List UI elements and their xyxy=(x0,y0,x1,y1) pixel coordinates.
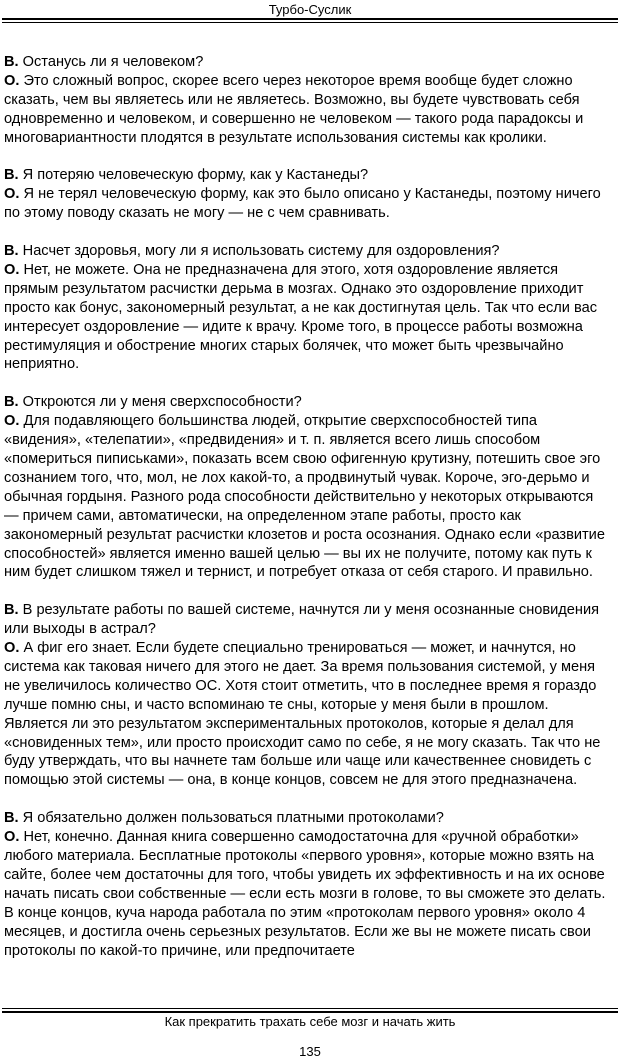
question xyxy=(4,393,610,412)
answer-label: О. xyxy=(4,640,20,657)
header-divider xyxy=(2,18,618,23)
answer xyxy=(4,639,610,790)
question-label: В. xyxy=(4,602,19,619)
answer-text: Это сложный вопрос, скорее всего через некоторое время вообще будет сложно сказать, чем вы являетесь или не являетесь. Возможно, вы будете чувствовать себя одновременно и человеком, и совершенно не человеком — такого рода парадоксы и многовариантности плодятся в результате использования системы как кролики. xyxy=(4,72,584,146)
answer-label: О. xyxy=(4,413,20,430)
question xyxy=(4,166,610,185)
answer-label: О. xyxy=(4,72,20,89)
question-label: В. xyxy=(4,167,19,184)
answer-label: О. xyxy=(4,186,20,203)
question-text: Насчет здоровья, могу ли я использовать систему для оздоровления? xyxy=(22,243,500,260)
question-text: Я обязательно должен пользоваться платными протоколами? xyxy=(22,810,444,827)
question-text: Откроются ли у меня сверхспособности? xyxy=(22,394,302,411)
question-text: Я потеряю человеческую форму, как у Кастанеды? xyxy=(22,167,369,184)
qa-block xyxy=(4,53,610,148)
question-text: Останусь ли я человеком? xyxy=(22,54,204,70)
answer-label: О. xyxy=(4,261,20,278)
answer xyxy=(4,261,610,374)
question xyxy=(4,53,610,72)
question xyxy=(4,242,610,261)
question-text: В результате работы по вашей системе, начнутся ли у меня осознанные сновидения или выходы в астрал? xyxy=(4,602,600,638)
running-footer: Как прекратить трахать себе мозг и начать жить xyxy=(164,1014,456,1029)
qa-block xyxy=(4,393,610,582)
qa-block xyxy=(4,809,610,960)
answer-label: О. xyxy=(4,829,20,846)
answer xyxy=(4,185,610,223)
qa-block xyxy=(4,601,610,790)
question-label: В. xyxy=(4,54,19,70)
answer xyxy=(4,828,610,960)
answer-text: А фиг его знает. Если будете специально тренироваться — может, и начнутся, но система как таковая ничего для этого не дает. За время пользования системой, у меня не увеличилось количество ОС. Хотя стоит отметить, что в последнее время я гораздо лучше помню сны, и часто вспоминаю те сны, которые у меня были в прошлом. Является ли это результатом экспериментальных протоколов, которые я делал для «сновиденных тем», или просто происходит само по себе, я не могу сказать. Так что не буду утверждать, что вы начнете там больше или чаще или качественнее сновидеть с помощью этой системы — она, в конце концов, совсем не для этого предназначена. xyxy=(4,640,601,789)
answer-text: Для подавляющего большинства людей, открытие сверхспособностей типа «видения», «телепатии», «предвидения» и т. п. является всего лишь способом «помериться пиписьками», показать всем свою офигенную крутизну, потешить свое эго сознанием того, что, мол, не лох какой-то, а продвинутый чувак. Короче, эго-дерьмо и обычная гордыня. Разного рода способности действительно у некоторых открываются — причем сами, автоматически, на определенном этапе работы, просто как закономерный результат расчистки клозетов и роста осознания. Однако если «развитие способностей» является именно вашей целью — вы их не получите, потому как путь к ним будет слишком тяжел и тернист, и потребует отказа от себя старого. И правильно. xyxy=(4,413,605,581)
page-body xyxy=(4,53,610,979)
qa-block xyxy=(4,242,610,374)
answer-text: Я не терял человеческую форму, как это было описано у Кастанеды, поэтому ничего по этому поводу сказать не могу — не с чем сравнивать. xyxy=(4,186,601,222)
qa-block xyxy=(4,166,610,223)
answer xyxy=(4,412,610,582)
question-label: В. xyxy=(4,394,19,411)
question-label: В. xyxy=(4,243,19,260)
question xyxy=(4,601,610,639)
answer-text: Нет, конечно. Данная книга совершенно самодостаточна для «ручной обработки» любого материала. Бесплатные протоколы «первого уровня», которые можно взять на сайте, более чем достаточны для того, чтобы увидеть их эффективность и на их основе начать писать свои собственные — если есть мозги в голове, то вы сможете это делать. В конце концов, куча народа работала по этим «протоколам первого уровня» около 4 месяцев, и достигла очень серьезных результатов. Если же вы не можете писать свои протоколы по какой-то причине, или предпочитаете xyxy=(4,829,606,959)
running-header: Турбо-Суслик xyxy=(268,2,352,17)
question xyxy=(4,809,610,828)
answer xyxy=(4,72,610,148)
page-number: 135 xyxy=(299,1044,321,1059)
answer-text: Нет, не можете. Она не предназначена для этого, хотя оздоровление является прямым результатом расчистки дерьма в мозгах. Однако это оздоровление приходит просто как бонус, закономерный результат, а не как достигнутая цель. Так что если вас интересует оздоровление — идите к врачу. Кроме того, в процессе работы возможна рестимуляция и обострение многих старых болячек, что может быть чрезвычайно неприятно. xyxy=(4,261,598,373)
question-label: В. xyxy=(4,810,19,827)
